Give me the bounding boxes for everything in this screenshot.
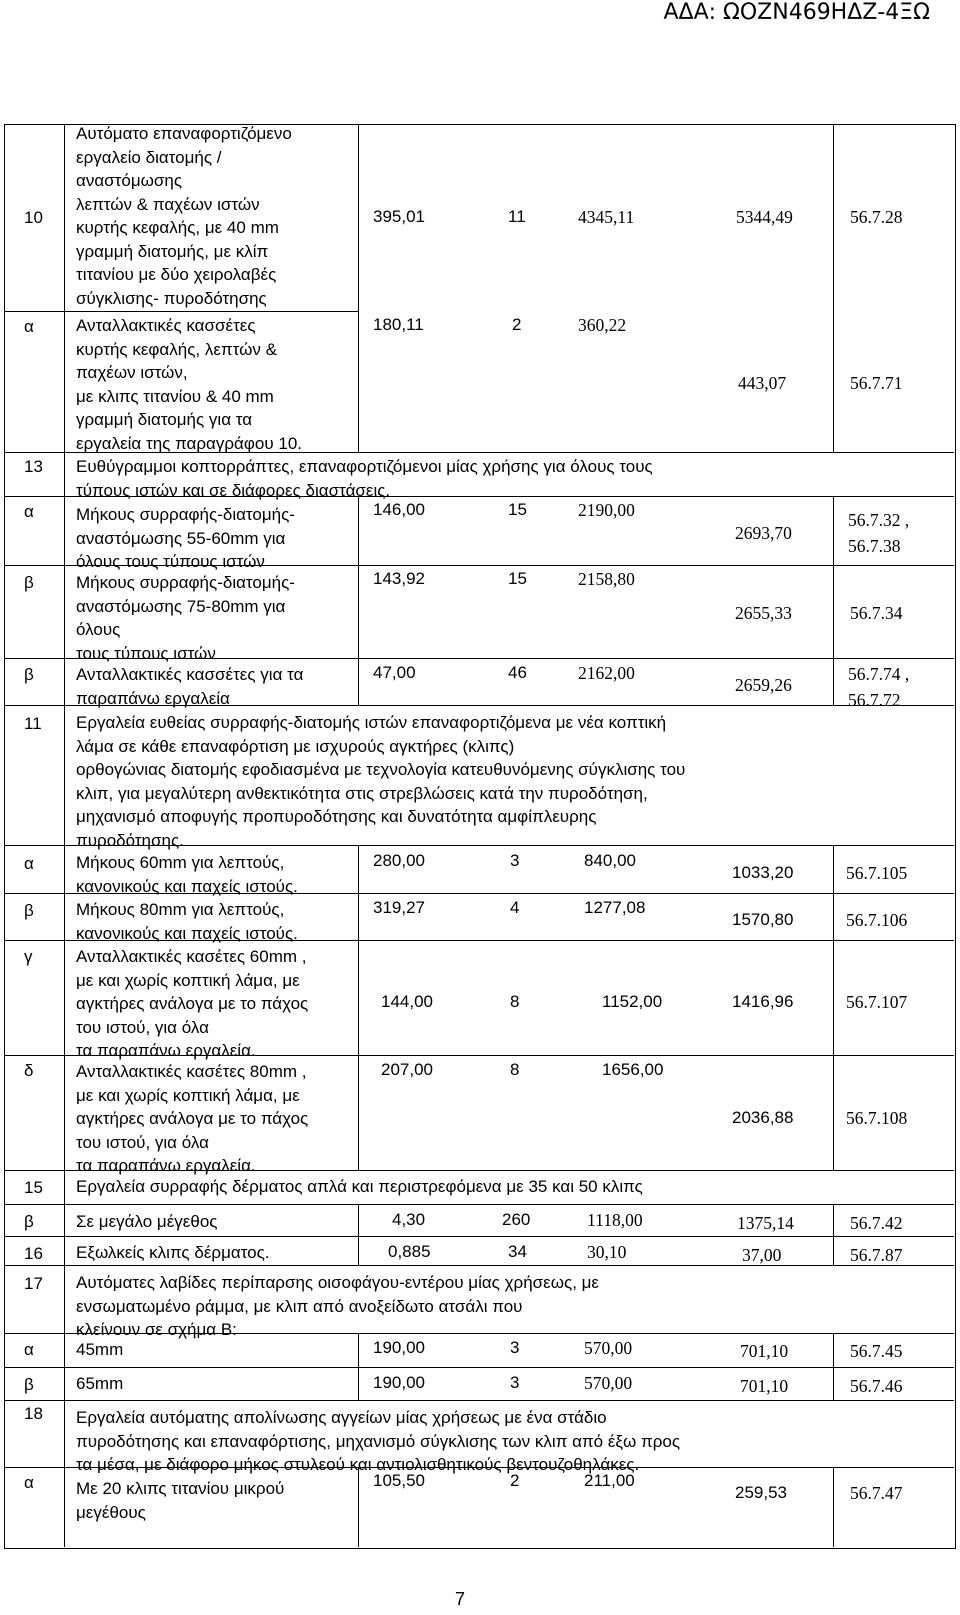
item-description-line: Ανταλλακτικές κασσέτες (76, 316, 256, 335)
total-amount: 2036,88 (732, 1108, 794, 1127)
item-description-line: Μήκους συρραφής-διατομής- (76, 573, 295, 592)
net-amount: 4345,11 (578, 207, 635, 227)
page-number: 7 (455, 1589, 466, 1609)
item-description-line: κυρτής κεφαλής, λεπτών & (76, 339, 277, 359)
table-column-divider (64, 124, 65, 1547)
item-description-line: γραμμή διατομής για τα (76, 410, 253, 429)
item-number: 16 (24, 1244, 43, 1263)
item-description-line: Εργαλεία ευθείας συρραφής-διατομής ιστών επαναφορτιζόμενα με νέα κοπτική (76, 713, 667, 732)
net-amount: 1656,00 (602, 1060, 664, 1079)
table-column-divider (358, 845, 359, 1170)
unit-price: 395,01 (373, 207, 425, 226)
net-amount: 2190,00 (578, 500, 635, 520)
quantity: 8 (510, 1060, 520, 1079)
unit-price: 105,50 (373, 1471, 425, 1490)
net-amount: 1118,00 (587, 1210, 643, 1230)
item-number: 18 (24, 1404, 43, 1423)
net-amount: 570,00 (584, 1373, 633, 1393)
total-amount: 5344,49 (736, 207, 793, 227)
unit-price: 47,00 (373, 663, 416, 682)
item-description-line: του ιστού, για όλα (76, 1132, 209, 1152)
document-header-ada: ΑΔΑ: ΩΟΖΝ469ΗΔΖ-4ΞΩ (663, 0, 930, 25)
item-code: 56.7.74 , (848, 664, 910, 684)
item-description-line: αγκτήρες ανάλογα με το πάχος (76, 1109, 309, 1128)
quantity: 8 (510, 992, 520, 1011)
quantity: 2 (512, 315, 522, 334)
item-description-line: Σε μεγάλο μέγεθος (76, 1212, 218, 1231)
total-amount: 701,10 (740, 1376, 789, 1396)
item-description-line: τα παραπάνω εργαλεία. (76, 1156, 256, 1175)
item-description-line: κανονικούς και παχείς ιστούς. (76, 923, 298, 943)
item-number: α (24, 1473, 34, 1492)
table-column-divider (833, 124, 834, 452)
table-column-divider (833, 1467, 834, 1547)
net-amount: 30,10 (587, 1242, 627, 1262)
item-description-line: όλους (76, 620, 121, 639)
table-column-divider (833, 1333, 834, 1400)
net-amount: 840,00 (584, 851, 636, 870)
unit-price: 4,30 (392, 1210, 426, 1229)
item-number: 15 (24, 1178, 43, 1197)
quantity: 15 (508, 500, 527, 519)
item-code: 56.7.108 (846, 1108, 908, 1128)
unit-price: 0,885 (388, 1242, 431, 1261)
table-row-divider (4, 1204, 954, 1205)
total-amount: 701,10 (740, 1341, 789, 1361)
item-description-line: λεπτών & παχέων ιστών (76, 194, 260, 214)
total-amount: 1375,14 (737, 1213, 794, 1233)
item-description-line: κυρτής κεφαλής, με 40 mm (76, 218, 279, 237)
quantity: 4 (510, 898, 520, 917)
item-description-line: 65mm (76, 1374, 124, 1393)
item-description-line: Εξωλκείς κλιπς δέρματος. (76, 1243, 270, 1262)
total-amount: 2693,70 (735, 523, 792, 543)
item-number: β (24, 901, 34, 920)
item-description-line: παχέων ιστών, (76, 363, 188, 382)
item-description-line: αναστόμωσης 75-80mm για (76, 596, 286, 616)
unit-price: 146,00 (373, 500, 425, 519)
table-row-divider (4, 1236, 954, 1237)
total-amount: 2655,33 (735, 603, 792, 623)
item-description-line: σύγκλισης- πυροδότησης (76, 288, 267, 308)
item-code-secondary: 56.7.72 (848, 690, 901, 710)
net-amount: 2158,80 (578, 569, 635, 589)
item-number: 17 (24, 1274, 43, 1293)
item-description-line: αγκτήρες ανάλογα με το πάχος (76, 994, 309, 1013)
item-code: 56.7.45 (850, 1341, 903, 1361)
item-number: 11 (24, 714, 42, 733)
item-number: β (24, 573, 34, 592)
item-code: 56.7.105 (846, 863, 908, 883)
total-amount: 2659,26 (735, 675, 792, 695)
item-description-line: παραπάνω εργαλεία (76, 688, 230, 708)
item-number: α (24, 502, 34, 521)
item-description-line: με και χωρίς κοπτική λάμα, με (76, 970, 300, 990)
item-description-line: Ανταλλακτικές κασέτες 60mm , (76, 947, 307, 966)
total-amount: 37,00 (742, 1245, 782, 1265)
quantity: 46 (508, 663, 527, 682)
item-description-line: κανονικούς και παχείς ιστούς. (76, 876, 298, 896)
item-description-line: κλείνουν σε σχήμα Β: (76, 1320, 237, 1339)
net-amount: 1152,00 (602, 992, 663, 1011)
unit-price: 144,00 (381, 992, 433, 1011)
quantity: 11 (508, 207, 526, 226)
table-column-divider (833, 845, 834, 1170)
item-description-line: εργαλείο διατομής / (76, 147, 222, 167)
item-code: 56.7.32 , (848, 510, 910, 530)
item-number: 13 (24, 457, 43, 476)
total-amount: 1416,96 (732, 992, 794, 1011)
unit-price: 190,00 (373, 1373, 425, 1392)
quantity: 260 (502, 1210, 531, 1229)
table-column-divider (358, 496, 359, 705)
item-code: 56.7.42 (850, 1213, 903, 1233)
item-description-line: ενσωματωμένο ράμμα, με κλιπ από ανοξείδωτο ατσάλι που (76, 1296, 523, 1316)
table-column-divider (358, 1333, 359, 1400)
net-amount: 360,22 (578, 315, 627, 335)
net-amount: 211,00 (584, 1471, 635, 1490)
total-amount: 443,07 (738, 373, 787, 393)
unit-price: 319,27 (373, 898, 425, 917)
item-description-line: Ανταλλακτικές κασσέτες για τα (76, 665, 304, 684)
item-description-line: κλιπ, για μεγαλύτερη ανθεκτικότητα στις στρεβλώσεις κατά την πυροδότηση, (76, 783, 648, 803)
item-description-line: τιτανίου με δύο χειρολαβές (76, 265, 277, 284)
item-description-line: όλους τους τύπους ιστών (76, 552, 265, 571)
total-amount: 259,53 (735, 1483, 787, 1502)
net-amount: 570,00 (584, 1338, 633, 1358)
item-description-line: πυροδότησης και επαναφόρτισης, μηχανισμό σύγκλισης των κλιπ από έξω προς (76, 1431, 681, 1451)
item-description-line: του ιστού, για όλα (76, 1017, 209, 1037)
unit-price: 180,11 (373, 315, 424, 334)
item-number: α (24, 317, 34, 336)
table-column-divider (358, 1204, 359, 1265)
unit-price: 143,92 (373, 569, 425, 588)
item-description-line: τα μέσα, με διάφορο μήκος στυλεού και αντιολισθητικούς βεντουζοθηλάκες. (76, 1455, 640, 1474)
item-description-line: Εργαλεία αυτόματης απολίνωσης αγγείων μίας χρήσεως με ένα στάδιο (76, 1408, 607, 1427)
table-column-divider (833, 496, 834, 705)
table-row-divider (4, 1265, 954, 1266)
unit-price: 190,00 (373, 1338, 425, 1357)
item-description-line: 45mm (76, 1340, 124, 1359)
item-description-line: τους τύπους ιστών (76, 643, 216, 663)
item-description-line: Αυτόματο επαναφορτιζόμενο (76, 124, 292, 143)
item-code: 56.7.28 (850, 207, 903, 227)
table-column-divider (833, 1204, 834, 1265)
item-description-line: Με 20 κλιπς τιτανίου μικρού (76, 1479, 285, 1498)
item-description-line: με και χωρίς κοπτική λάμα, με (76, 1085, 300, 1105)
item-code: 56.7.71 (850, 373, 903, 393)
quantity: 2 (510, 1471, 520, 1490)
item-number: α (24, 1340, 34, 1359)
item-code: 56.7.47 (850, 1483, 903, 1503)
unit-price: 280,00 (373, 851, 425, 870)
total-amount: 1033,20 (732, 863, 794, 882)
item-description-line: αναστόμωσης 55-60mm για (76, 528, 286, 548)
item-number: α (24, 854, 34, 873)
item-description-line: πυροδότησης. (76, 830, 184, 850)
total-amount: 1570,80 (732, 910, 794, 929)
quantity: 15 (508, 569, 527, 588)
item-code: 56.7.87 (850, 1245, 903, 1265)
table-column-divider (358, 1467, 359, 1547)
item-description-line: εργαλεία της παραγράφου 10. (76, 433, 303, 453)
table-row-divider (4, 1400, 954, 1401)
item-description-line: μηχανισμό αποφυγής προπυροδότησης και δυνατότητα αμφίπλευρης (76, 807, 597, 826)
item-description-line: με κλιπς τιτανίου & 40 mm (76, 386, 274, 406)
item-code: 56.7.107 (846, 992, 908, 1012)
item-description-line: Εργαλεία συρραφής δέρματος απλά και περιστρεφόμενα με 35 και 50 κλιπς (76, 1177, 643, 1196)
item-code-secondary: 56.7.38 (848, 536, 901, 556)
item-description-line: τα παραπάνω εργαλεία. (76, 1041, 256, 1060)
item-description-line: ορθογώνιας διατομής εφοδιασμένα με τεχνολογία κατευθυνόμενης σύγκλισης του (76, 760, 686, 779)
item-description-line: Αυτόματες λαβίδες περίπαρσης οισοφάγου-εντέρου μίας χρήσεως, με (76, 1273, 600, 1292)
item-number: δ (24, 1061, 34, 1080)
item-description-line: λάμα σε κάθε επαναφόρτιση με ισχυρούς αγκτήρες (κλιπς) (76, 736, 515, 756)
item-description-line: Ανταλλακτικές κασέτες 80mm , (76, 1062, 307, 1081)
item-description-line: Μήκους 80mm για λεπτούς, (76, 900, 285, 919)
item-description-line: Μήκους συρραφής-διατομής- (76, 505, 295, 524)
unit-price: 207,00 (381, 1060, 433, 1079)
table-row-divider (4, 1367, 954, 1368)
item-description-line: αναστόμωσης (76, 171, 183, 190)
item-number: γ (24, 947, 33, 966)
item-number: β (24, 1375, 34, 1394)
item-code: 56.7.34 (850, 603, 903, 623)
quantity: 3 (510, 851, 520, 870)
net-amount: 1277,08 (584, 898, 646, 917)
item-description-line: Μήκους 60mm για λεπτούς, (76, 853, 285, 872)
item-description-line: Ευθύγραμμοι κοπτορράπτες, επαναφορτιζόμενοι μίας χρήσης για όλους τους (76, 457, 653, 476)
item-code: 56.7.46 (850, 1376, 903, 1396)
item-description-line: τύπους ιστών και σε διάφορες διαστάσεις. (76, 480, 391, 500)
net-amount: 2162,00 (578, 663, 635, 683)
quantity: 3 (510, 1373, 520, 1392)
table-column-divider (358, 124, 359, 452)
quantity: 3 (510, 1338, 520, 1357)
item-number: β (24, 665, 34, 684)
item-number: β (24, 1212, 34, 1231)
item-description-line: μεγέθους (76, 1502, 146, 1522)
item-code: 56.7.106 (846, 910, 908, 930)
quantity: 34 (508, 1242, 527, 1261)
table-row-divider (4, 311, 358, 312)
item-number: 10 (24, 208, 43, 227)
item-description-line: γραμμή διατομής, με κλίπ (76, 241, 269, 261)
